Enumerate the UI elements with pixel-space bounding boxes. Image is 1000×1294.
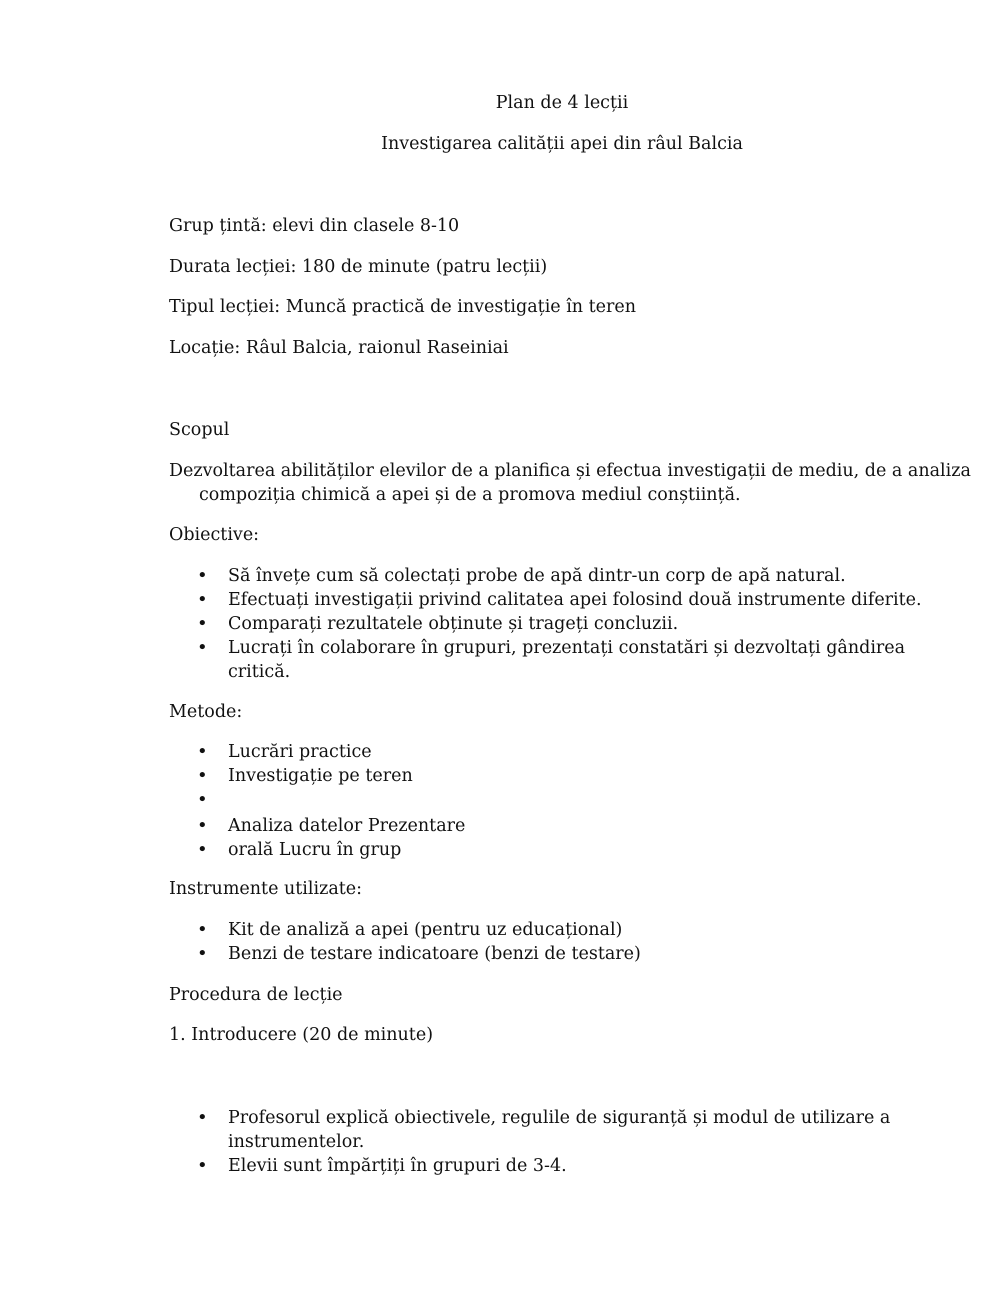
bullet-icon: • — [197, 637, 208, 658]
bullet-icon: • — [197, 589, 208, 610]
procedure-step-1: 1. Introducere (20 de minute) — [169, 1025, 434, 1045]
list-item — [169, 788, 959, 814]
list-item: • Elevii sunt împărțiți în grupuri de 3-4. — [197, 1155, 567, 1176]
goal-heading: Scopul — [169, 420, 230, 440]
list-item: • Analiza datelor Prezentare — [197, 815, 466, 836]
target-group-line: Grup țintă: elevi din clasele 8-10 — [169, 216, 460, 236]
bullet-icon: • — [197, 765, 208, 786]
document-title: Plan de 4 lecții — [495, 93, 629, 113]
objectives-heading: Obiective: — [169, 525, 260, 545]
tools-heading: Instrumente utilizate: — [169, 879, 363, 899]
tools-list — [169, 918, 959, 966]
list-item: • Să învețe cum să colectați probe de apă dintr-un corp de apă natural. — [197, 565, 846, 586]
bullet-icon: • — [197, 1107, 208, 1128]
bullet-icon: • — [197, 613, 208, 634]
location-line: Locație: Râul Balcia, raionul Raseiniai — [169, 338, 509, 358]
list-item: • Lucrări practice — [197, 741, 372, 762]
bullet-icon: • — [197, 741, 208, 762]
bullet-icon: • — [197, 943, 208, 964]
procedure-list — [169, 1106, 959, 1178]
bullet-icon: • — [197, 1155, 208, 1176]
bullet-icon: • — [197, 789, 208, 810]
list-item: • Benzi de testare indicatoare (benzi de testare) — [197, 943, 641, 964]
procedure-heading: Procedura de lecție — [169, 985, 343, 1005]
bullet-icon: • — [197, 919, 208, 940]
document-subtitle: Investigarea calității apei din râul Balcia — [381, 134, 743, 154]
methods-list — [169, 740, 959, 862]
bullet-icon: • — [197, 565, 208, 586]
list-item: • Kit de analiză a apei (pentru uz educațional) — [197, 919, 623, 940]
list-item: • orală Lucru în grup — [197, 839, 402, 860]
bullet-icon: • — [197, 839, 208, 860]
duration-line: Durata lecției: 180 de minute (patru lecții) — [169, 257, 548, 277]
list-item: • Lucrați în colaborare în grupuri, prezentați constatări și dezvoltați gândirea critică. — [197, 637, 906, 682]
list-item: • Efectuați investigații privind calitatea apei folosind două instrumente diferite. — [197, 589, 922, 610]
bullet-icon: • — [197, 815, 208, 836]
lesson-type-line: Tipul lecției: Muncă practică de investigație în teren — [169, 297, 637, 317]
methods-heading: Metode: — [169, 702, 243, 722]
list-item: • Comparați rezultatele obținute și trageți concluzii. — [197, 613, 679, 634]
goal-paragraph: Dezvoltarea abilităților elevilor de a planifica și efectua investigații de mediu, de a analiza compoziția chimică a apei și de a promova mediul conștiință. — [169, 461, 971, 505]
objectives-list — [169, 564, 959, 684]
list-item: • Investigație pe teren — [197, 765, 413, 786]
list-item: • Profesorul explică obiectivele, regulile de siguranță și modul de utilizare a instrumentelor. — [197, 1107, 891, 1152]
